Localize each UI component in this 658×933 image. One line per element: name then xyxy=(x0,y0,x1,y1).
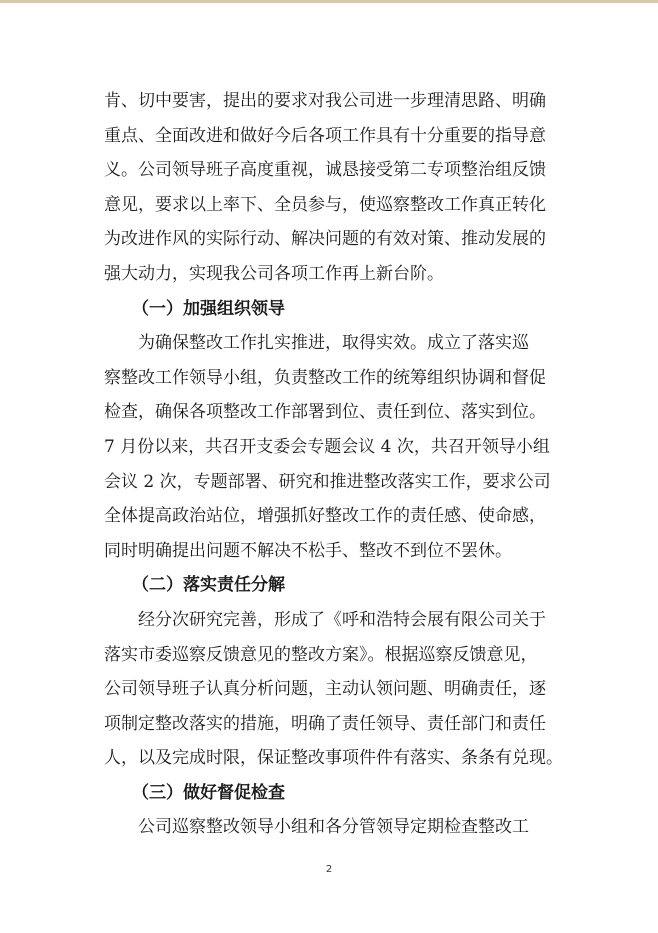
body-line: 察整改工作领导小组，负责整改工作的统筹组织协调和督促 xyxy=(104,367,546,388)
body-line: 7 月份以来，共召开支委会专题会议 4 次，共召开领导小组 xyxy=(104,436,550,457)
body-line: 肯、切中要害，提出的要求对我公司进一步理清思路、明确 xyxy=(104,91,546,111)
body-line: 经分次研究完善，形成了《呼和浩特会展有限公司关于 xyxy=(138,609,546,630)
body-line: 意见，要求以上率下、全员参与，使巡察整改工作真正转化 xyxy=(104,194,546,215)
body-line: 落实市委巡察反馈意见的整改方案》。根据巡察反馈意见， xyxy=(104,644,538,665)
section-heading-1: （一）加强组织领导 xyxy=(132,298,285,319)
section-heading-3: （三）做好督促检查 xyxy=(132,782,285,803)
body-line: 同时明确提出问题不解决不松手、整改不到位不罢休。 xyxy=(104,540,512,561)
page-number: 2 xyxy=(325,864,333,875)
body-line: 为确保整改工作扎实推进，取得实效。成立了落实巡 xyxy=(138,333,529,354)
body-line: 为改进作风的实际行动、解决问题的有效对策、推动发展的 xyxy=(104,229,546,250)
body-line: 人，以及完成时限，保证整改事项件件有落实、条条有兑现。 xyxy=(104,748,563,769)
body-line: 项制定整改落实的措施，明确了责任领导、责任部门和责任 xyxy=(104,713,546,734)
page-top-border xyxy=(0,0,658,3)
section-heading-2: （二）落实责任分解 xyxy=(132,575,285,596)
body-line: 重点、全面改进和做好今后各项工作具有十分重要的指导意 xyxy=(104,125,546,146)
body-line: 全体提高政治站位，增强抓好整改工作的责任感、使命感， xyxy=(104,506,546,527)
body-line: 公司巡察整改领导小组和各分管领导定期检查整改工 xyxy=(138,817,529,838)
body-line: 义。公司领导班子高度重视，诚恳接受第二专项整治组反馈 xyxy=(104,160,546,181)
body-line: 强大动力，实现我公司各项工作再上新台阶。 xyxy=(104,263,444,284)
body-line: 检查，确保各项整改工作部署到位、责任到位、落实到位。 xyxy=(104,402,546,423)
document-body xyxy=(104,84,563,845)
body-line: 会议 2 次，专题部署、研究和推进整改落实工作，要求公司 xyxy=(104,471,551,492)
body-line: 公司领导班子认真分析问题，主动认领问题、明确责任，逐 xyxy=(104,679,546,700)
